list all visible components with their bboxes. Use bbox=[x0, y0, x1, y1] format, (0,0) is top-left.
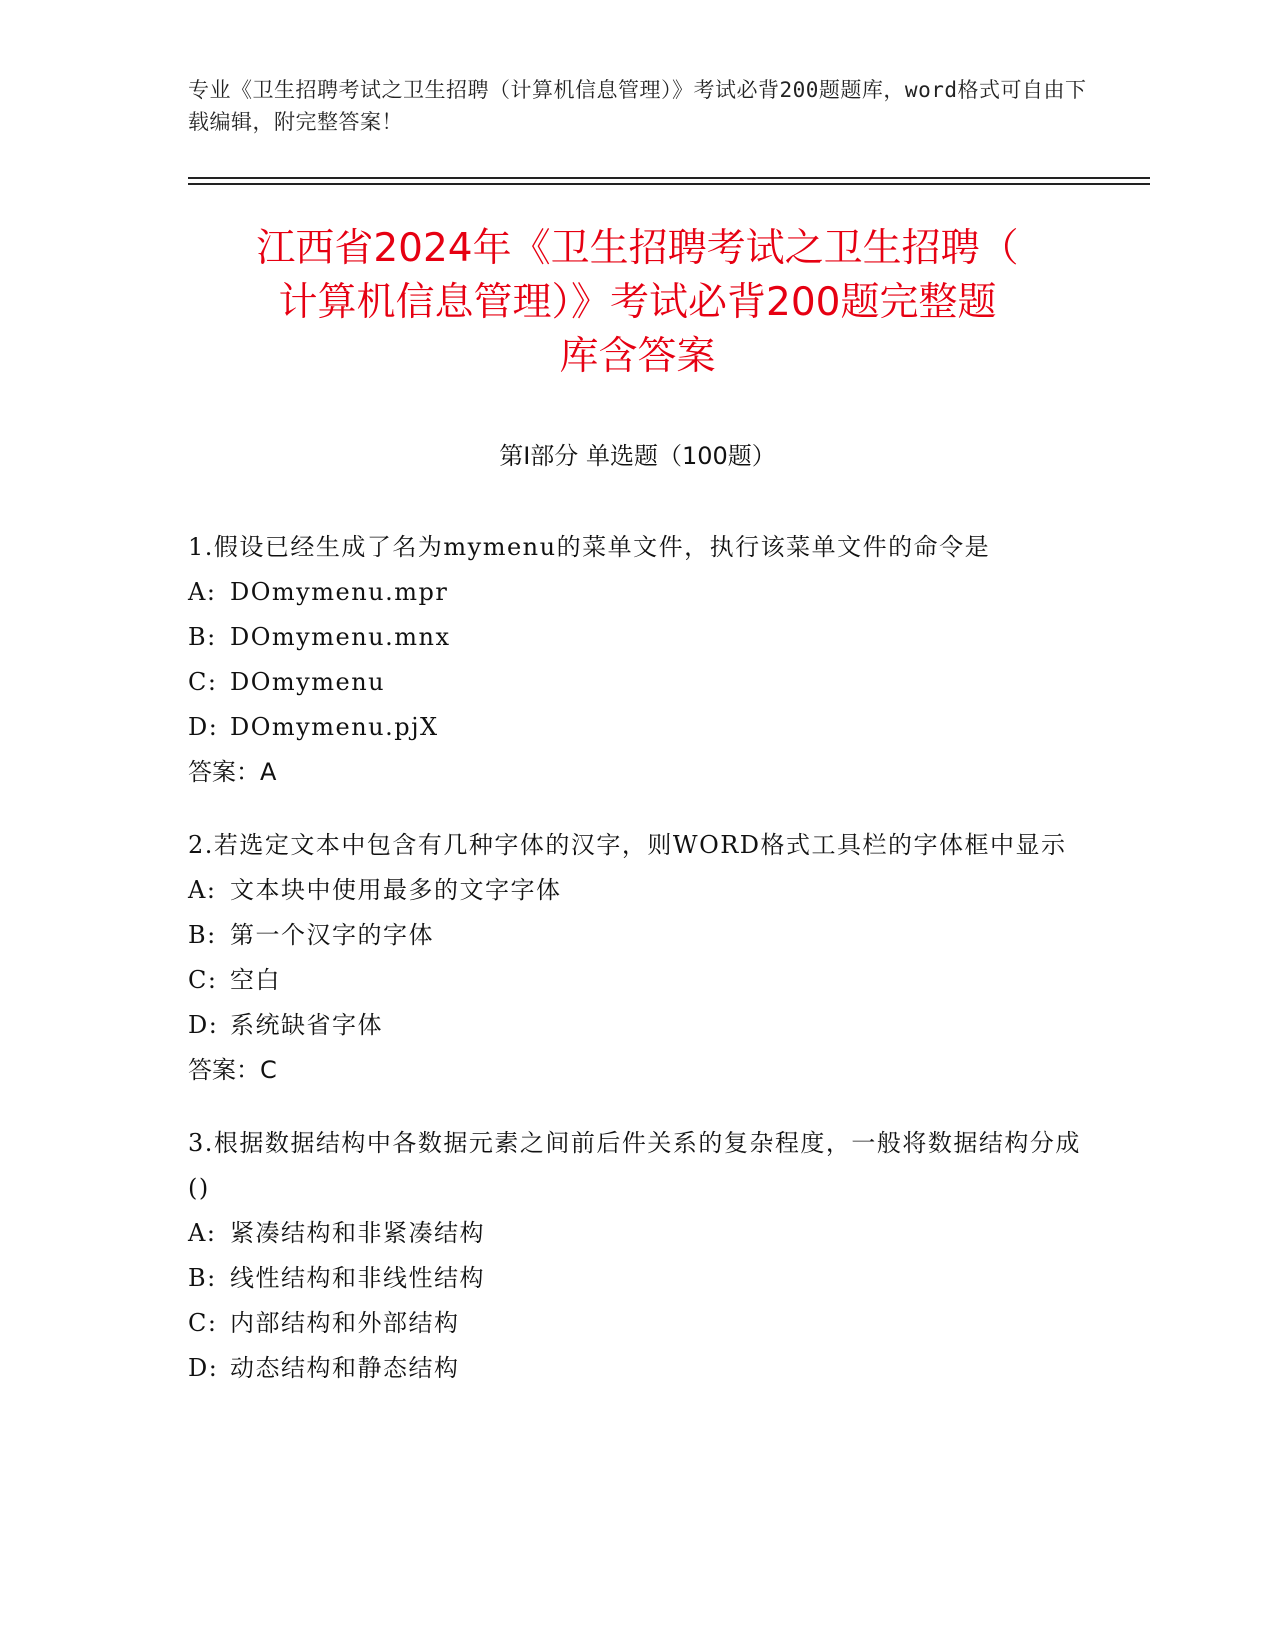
option-a bbox=[188, 1211, 1088, 1256]
option-label: A: bbox=[188, 1219, 217, 1247]
question-text: 2.若选定文本中包含有几种字体的汉字，则WORD格式工具栏的字体框中显示 bbox=[188, 831, 1067, 859]
option-d bbox=[188, 705, 1088, 750]
title-line-2: 计算机信息管理）》考试必背200题完整题 bbox=[278, 280, 997, 325]
option-a bbox=[188, 570, 1088, 615]
question-list bbox=[188, 525, 1088, 1419]
question-3 bbox=[188, 1121, 1088, 1391]
option-label: B: bbox=[188, 921, 217, 949]
option-text: 线性结构和非线性结构 bbox=[230, 1264, 485, 1292]
option-text: DOmymenu.mpr bbox=[230, 578, 449, 606]
option-text: 空白 bbox=[230, 966, 281, 994]
option-text: 文本块中使用最多的文字字体 bbox=[230, 876, 562, 904]
question-1 bbox=[188, 525, 1088, 795]
option-d bbox=[188, 1346, 1088, 1391]
answer: 答案：C bbox=[188, 1056, 277, 1084]
option-c bbox=[188, 660, 1088, 705]
header-note: 专业《卫生招聘考试之卫生招聘（计算机信息管理）》考试必背200题题库，word格式可自由下载编辑，附完整答案！ bbox=[188, 78, 1087, 134]
option-a bbox=[188, 868, 1088, 913]
option-label: B: bbox=[188, 623, 217, 651]
title-line-3: 库含答案 bbox=[559, 334, 716, 379]
option-text: 第一个汉字的字体 bbox=[230, 921, 434, 949]
option-label: A: bbox=[188, 876, 217, 904]
option-label: A: bbox=[188, 578, 217, 606]
answer: 答案：A bbox=[188, 758, 277, 786]
option-label: D: bbox=[188, 1011, 219, 1039]
option-label: B: bbox=[188, 1264, 217, 1292]
option-d bbox=[188, 1003, 1088, 1048]
option-text: 内部结构和外部结构 bbox=[230, 1309, 460, 1337]
header-rule-top bbox=[188, 177, 1150, 179]
option-label: C: bbox=[188, 668, 218, 696]
header-rule-bottom bbox=[188, 183, 1150, 185]
option-label: D: bbox=[188, 1354, 219, 1382]
option-b bbox=[188, 913, 1088, 958]
option-b bbox=[188, 1256, 1088, 1301]
question-text: 3.根据数据结构中各数据元素之间前后件关系的复杂程度，一般将数据结构分成() bbox=[188, 1129, 1081, 1202]
option-text: DOmymenu.pjX bbox=[230, 713, 439, 741]
question-2 bbox=[188, 823, 1088, 1093]
option-label: C: bbox=[188, 1309, 218, 1337]
section-heading: 第Ⅰ部分 单选题（100题） bbox=[499, 442, 776, 470]
option-c bbox=[188, 958, 1088, 1003]
option-label: D: bbox=[188, 713, 219, 741]
option-text: 动态结构和静态结构 bbox=[230, 1354, 460, 1382]
document-title bbox=[160, 222, 1115, 384]
option-c bbox=[188, 1301, 1088, 1346]
option-b bbox=[188, 615, 1088, 660]
option-text: 紧凑结构和非紧凑结构 bbox=[230, 1219, 485, 1247]
option-label: C: bbox=[188, 966, 218, 994]
option-text: 系统缺省字体 bbox=[230, 1011, 383, 1039]
option-text: DOmymenu bbox=[230, 668, 386, 696]
title-line-1: 江西省2024年《卫生招聘考试之卫生招聘（ bbox=[256, 226, 1019, 271]
option-text: DOmymenu.mnx bbox=[230, 623, 451, 651]
question-text: 1.假设已经生成了名为mymenu的菜单文件，执行该菜单文件的命令是 bbox=[188, 533, 991, 561]
